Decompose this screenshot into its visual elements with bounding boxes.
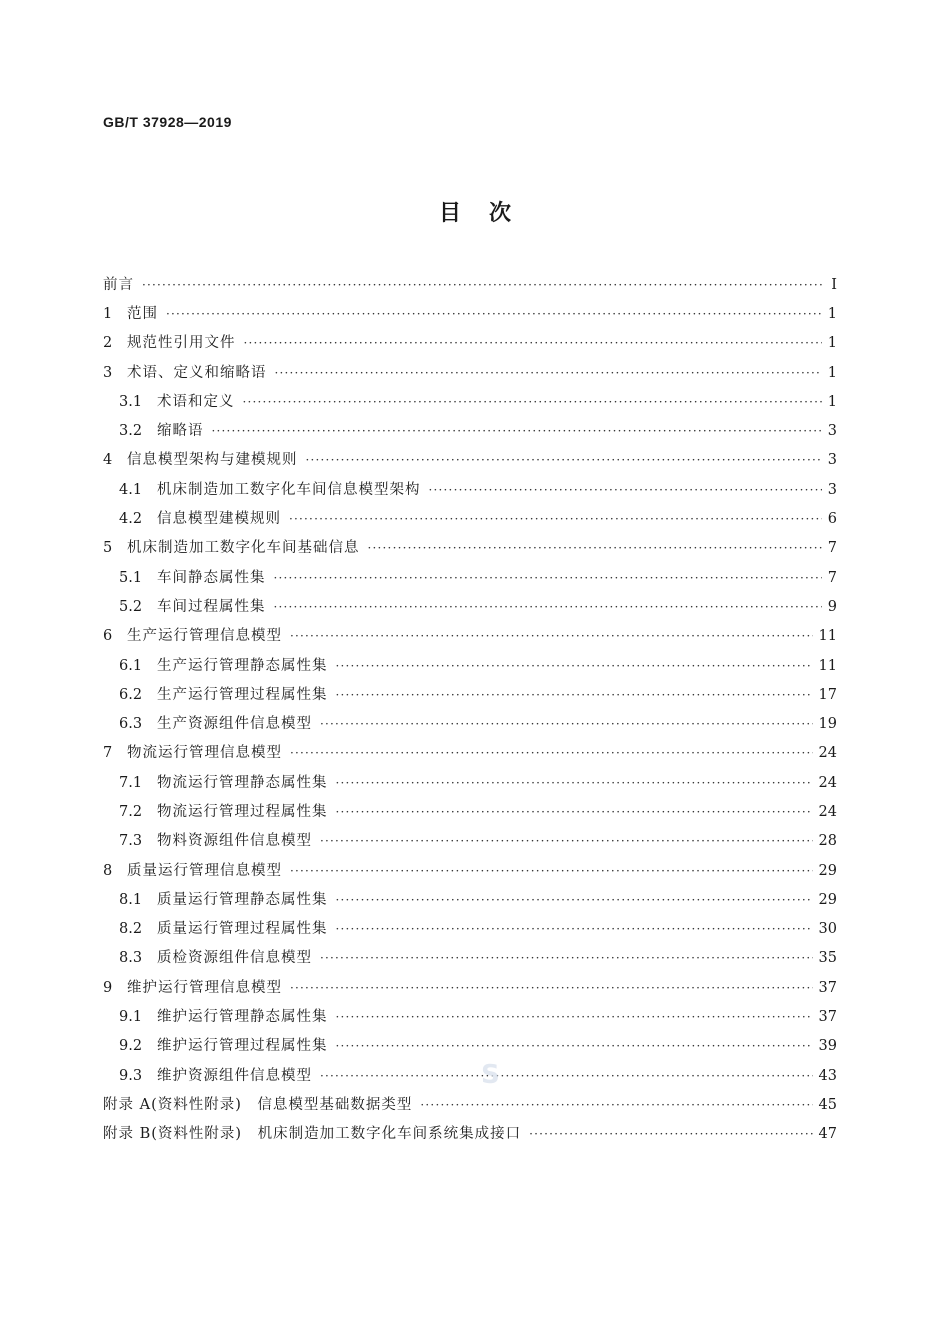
toc-dot-leader [274, 569, 822, 587]
toc-entry-number: 2 [103, 335, 113, 352]
toc-entry-page: 1 [827, 335, 837, 352]
toc-entry-page: 24 [818, 774, 837, 791]
toc-entry-number: 4.2 [119, 511, 143, 528]
toc-entry[interactable] [103, 739, 837, 768]
toc-entry-label: 车间静态属性集 [157, 569, 266, 586]
toc-entry-label: 质量运行管理过程属性集 [157, 921, 328, 938]
toc-dot-leader [290, 744, 813, 762]
toc-entry[interactable] [103, 856, 837, 885]
toc-entry-label: 物流运行管理过程属性集 [157, 803, 328, 820]
toc-dot-leader [290, 862, 813, 880]
watermark-logo: S [481, 1060, 500, 1090]
toc-entry[interactable] [103, 827, 837, 856]
toc-dot-leader [320, 1067, 813, 1085]
toc-entry-label: 质量运行管理静态属性集 [157, 891, 328, 908]
toc-entry-label: 附录 A(资料性附录) 信息模型基础数据类型 [103, 1096, 413, 1113]
toc-dot-leader [290, 627, 813, 645]
toc-entry-page: 43 [818, 1067, 837, 1084]
toc-dot-leader [212, 422, 822, 440]
toc-entry-number: 9.3 [119, 1067, 143, 1084]
toc-entry[interactable] [103, 534, 837, 563]
toc-entry-number: 9.1 [119, 1009, 143, 1026]
toc-entry-number: 9 [103, 979, 113, 996]
toc-entry-number: 4.1 [119, 481, 143, 498]
toc-entry-number: 6.1 [119, 657, 143, 674]
toc-entry-number: 1 [103, 305, 113, 322]
toc-entry-page: Ⅰ [831, 276, 837, 293]
toc-entry-label: 质量运行管理信息模型 [127, 862, 282, 879]
toc-entry-number: 8.2 [119, 921, 143, 938]
toc-entry-number: 4 [103, 452, 113, 469]
toc-entry-label: 机床制造加工数字化车间信息模型架构 [157, 481, 421, 498]
toc-dot-leader [368, 539, 822, 557]
toc-entry-page: 3 [827, 423, 837, 440]
toc-entry-number: 5.2 [119, 598, 143, 615]
toc-dot-leader [275, 364, 822, 382]
toc-dot-leader [336, 1037, 813, 1055]
toc-dot-leader [336, 891, 813, 909]
toc-entry[interactable] [103, 651, 837, 680]
toc-dot-leader [166, 305, 822, 323]
toc-dot-leader [529, 1125, 812, 1143]
toc-entry-page: 7 [827, 540, 837, 557]
toc-entry-page: 6 [827, 511, 837, 528]
toc-dot-leader [290, 979, 813, 997]
toc-entry[interactable] [103, 915, 837, 944]
toc-dot-leader [336, 686, 813, 704]
toc-entry-page: 9 [827, 598, 837, 615]
toc-dot-leader [336, 803, 813, 821]
toc-entry-number: 8.1 [119, 891, 143, 908]
toc-entry-page: 19 [818, 716, 837, 733]
toc-entry-label: 车间过程属性集 [157, 598, 266, 615]
toc-entry-label: 维护运行管理静态属性集 [157, 1009, 328, 1026]
page-title-char-1: 目 [438, 201, 461, 226]
toc-entry-page: 24 [818, 803, 837, 820]
toc-entry-number: 8 [103, 862, 113, 879]
page-title-char-2: 次 [489, 201, 512, 226]
toc-entry-label: 前言 [103, 276, 134, 293]
toc-entry-page: 11 [818, 657, 837, 674]
toc-entry-number: 5.1 [119, 569, 143, 586]
toc-entry[interactable] [103, 768, 837, 797]
toc-dot-leader [336, 657, 813, 675]
toc-entry[interactable] [103, 329, 837, 358]
toc-entry[interactable] [103, 592, 837, 621]
table-of-contents [103, 270, 837, 1149]
toc-entry[interactable] [103, 973, 837, 1002]
toc-entry-label: 生产运行管理过程属性集 [157, 686, 328, 703]
toc-entry[interactable] [103, 358, 837, 387]
toc-dot-leader [336, 774, 813, 792]
toc-entry-number: 6.2 [119, 686, 143, 703]
toc-entry[interactable] [103, 416, 837, 445]
toc-entry-number: 3 [103, 364, 113, 381]
toc-entry-page: 11 [818, 628, 837, 645]
toc-entry-label: 规范性引用文件 [127, 335, 236, 352]
toc-entry-label: 机床制造加工数字化车间基础信息 [127, 540, 360, 557]
toc-entry-label: 范围 [127, 305, 158, 322]
toc-entry-number: 3.2 [119, 423, 143, 440]
toc-entry[interactable] [103, 1090, 837, 1119]
toc-entry-label: 生产运行管理信息模型 [127, 628, 282, 645]
toc-entry-label: 生产资源组件信息模型 [157, 716, 312, 733]
toc-entry[interactable] [103, 1002, 837, 1031]
toc-entry-number: 7 [103, 745, 113, 762]
toc-dot-leader [289, 510, 822, 528]
page-title [0, 196, 950, 227]
toc-entry-label: 维护运行管理信息模型 [127, 979, 282, 996]
toc-entry[interactable] [103, 504, 837, 533]
toc-entry-label: 物流运行管理静态属性集 [157, 774, 328, 791]
toc-entry-label: 维护资源组件信息模型 [157, 1067, 312, 1084]
toc-dot-leader [320, 715, 813, 733]
toc-entry-number: 6.3 [119, 716, 143, 733]
toc-entry-number: 7.1 [119, 774, 143, 791]
toc-entry[interactable] [103, 797, 837, 826]
toc-entry-number: 5 [103, 540, 113, 557]
toc-entry-label: 生产运行管理静态属性集 [157, 657, 328, 674]
toc-entry-page: 35 [818, 950, 837, 967]
toc-dot-leader [244, 334, 822, 352]
toc-entry-page: 1 [827, 393, 837, 410]
toc-entry[interactable] [103, 299, 837, 328]
toc-entry-page: 29 [818, 862, 837, 879]
toc-entry-page: 3 [827, 452, 837, 469]
toc-entry[interactable] [103, 446, 837, 475]
toc-entry-number: 3.1 [119, 393, 143, 410]
toc-entry-page: 29 [818, 891, 837, 908]
toc-entry-label: 质检资源组件信息模型 [157, 950, 312, 967]
toc-entry-page: 1 [827, 364, 837, 381]
toc-entry-page: 39 [818, 1038, 837, 1055]
toc-entry-label: 信息模型架构与建模规则 [127, 452, 298, 469]
toc-entry-label: 物料资源组件信息模型 [157, 833, 312, 850]
toc-entry[interactable] [103, 1120, 837, 1149]
toc-dot-leader [142, 276, 823, 294]
toc-dot-leader [306, 451, 822, 469]
toc-entry-number: 6 [103, 628, 113, 645]
toc-entry-label: 物流运行管理信息模型 [127, 745, 282, 762]
toc-entry-page: 7 [827, 569, 837, 586]
toc-entry-number: 9.2 [119, 1038, 143, 1055]
toc-dot-leader [429, 481, 822, 499]
toc-entry[interactable] [103, 622, 837, 651]
standard-code: GB/T 37928—2019 [103, 114, 232, 130]
toc-dot-leader [336, 920, 813, 938]
toc-dot-leader [336, 1008, 813, 1026]
toc-entry[interactable] [103, 1032, 837, 1061]
toc-entry-number: 7.2 [119, 803, 143, 820]
toc-entry-page: 47 [818, 1126, 837, 1143]
toc-entry-label: 附录 B(资料性附录) 机床制造加工数字化车间系统集成接口 [103, 1126, 522, 1143]
toc-entry[interactable] [103, 680, 837, 709]
toc-entry-page: 1 [827, 305, 837, 322]
toc-entry-label: 维护运行管理过程属性集 [157, 1038, 328, 1055]
toc-dot-leader [420, 1096, 812, 1114]
toc-entry-page: 30 [818, 921, 837, 938]
toc-entry[interactable] [103, 387, 837, 416]
toc-entry-label: 缩略语 [157, 423, 204, 440]
toc-entry[interactable] [103, 563, 837, 592]
toc-entry-page: 37 [818, 1009, 837, 1026]
toc-entry[interactable] [103, 885, 837, 914]
toc-dot-leader [320, 832, 813, 850]
toc-entry-label: 信息模型建模规则 [157, 511, 281, 528]
toc-entry-page: 24 [818, 745, 837, 762]
toc-entry-number: 8.3 [119, 950, 143, 967]
toc-entry-label: 术语和定义 [157, 393, 235, 410]
toc-entry-page: 17 [818, 686, 837, 703]
toc-entry-page: 3 [827, 481, 837, 498]
toc-entry[interactable] [103, 944, 837, 973]
toc-dot-leader [274, 598, 822, 616]
toc-dot-leader [243, 393, 822, 411]
toc-entry-label: 术语、定义和缩略语 [127, 364, 267, 381]
toc-dot-leader [320, 949, 813, 967]
toc-entry[interactable] [103, 475, 837, 504]
toc-entry-page: 37 [818, 979, 837, 996]
toc-entry-number: 7.3 [119, 833, 143, 850]
toc-entry-page: 28 [818, 833, 837, 850]
toc-entry[interactable] [103, 709, 837, 738]
toc-entry[interactable] [103, 1061, 837, 1090]
toc-entry-page: 45 [818, 1096, 837, 1113]
toc-entry[interactable] [103, 270, 837, 299]
